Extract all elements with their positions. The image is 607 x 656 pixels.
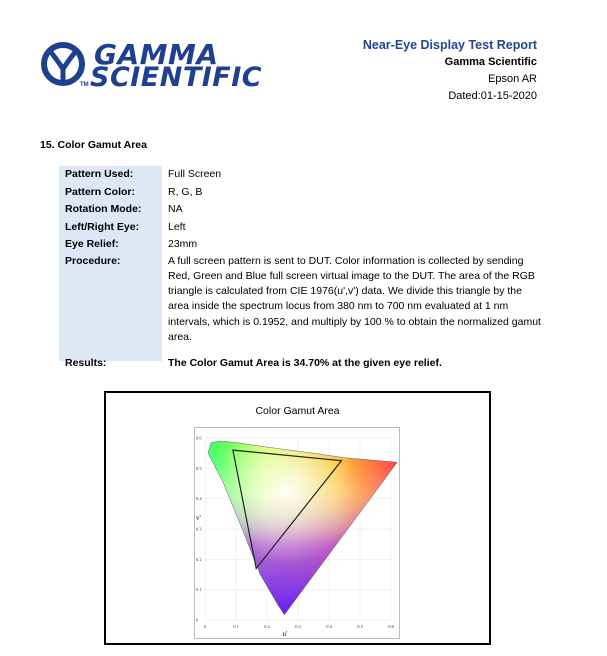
info-label: Results: [65, 357, 107, 370]
logo-word-scientific: SCIENTIFIC [90, 62, 263, 93]
x-tick-label: 0.6 [388, 624, 394, 629]
info-label: Procedure: [65, 254, 121, 267]
info-value: R, G, B [168, 185, 203, 198]
x-axis-label: u' [282, 630, 288, 638]
info-value: 23mm [168, 238, 198, 250]
info-row-pattern-used [59, 166, 545, 184]
info-row-pattern-color [59, 184, 545, 202]
info-row-rotation-mode [59, 201, 545, 219]
info-label: Pattern Used: [65, 168, 134, 180]
x-tick-label: 0.3 [295, 624, 301, 629]
y-tick-label: 0.1 [196, 587, 202, 593]
info-value: Left [168, 220, 186, 233]
x-tick-label: 0.4 [326, 624, 332, 629]
spectrum-locus-fill [195, 428, 399, 638]
gamma-scientific-logo [40, 38, 263, 93]
color-gamut-figure [104, 391, 491, 645]
gamma-logo-icon [40, 41, 86, 87]
info-row-results [59, 355, 545, 373]
y-tick-label: 0 [196, 617, 199, 623]
info-value: Full Screen [168, 168, 222, 180]
info-label: Left/Right Eye: [65, 220, 140, 233]
x-tick-label: 0.1 [233, 624, 239, 629]
company-name: Gamma Scientific [444, 56, 537, 68]
info-row-eye-relief [59, 236, 545, 254]
logo-trademark: TM [80, 82, 89, 88]
x-tick-label: 0.2 [264, 624, 270, 629]
product-name: Epson AR [488, 73, 537, 85]
results-text: The Color Gamut Area is 34.70% at the given eye relief. [168, 357, 442, 370]
report-date: Dated:01-15-2020 [448, 90, 537, 102]
info-row-procedure [59, 254, 545, 346]
y-tick-label: 0.4 [196, 496, 202, 502]
test-info-table [59, 166, 545, 373]
y-axis-label: v' [196, 513, 201, 522]
logo-word-gamma: GAMMA [94, 38, 219, 71]
cie-diagram [195, 428, 399, 638]
report-title: Near-Eye Display Test Report [362, 38, 537, 52]
info-label: Pattern Color: [65, 185, 136, 198]
y-tick-label: 0.2 [196, 556, 202, 562]
cie-plot-area [194, 427, 400, 639]
x-tick-label: 0.5 [357, 624, 363, 629]
info-label: Rotation Mode: [65, 203, 142, 215]
y-tick-label: 0.6 [196, 435, 202, 441]
info-row-eye [59, 219, 545, 237]
info-label: Eye Relief: [65, 238, 119, 250]
x-tick-label: 0 [203, 624, 207, 629]
y-tick-label: 0.5 [196, 465, 202, 471]
section-title: 15. Color Gamut Area [40, 139, 147, 151]
procedure-text: A full screen pattern is sent to DUT. Color information is collected by sending Red, Green and Blue full screen virtual image to the DUT. The area of the RGB triangle is calculated from CIE 1976(u',v') data. We divide this triangle by the area inside the spectrum locus from 380 nm to 700 nm evaluated at 1 nm intervals, which is 0.1952, and multiply by 100 % to obtain the normalized gamut area. [168, 254, 541, 343]
figure-title: Color Gamut Area [255, 405, 340, 417]
report-header [363, 36, 537, 105]
info-value: NA [168, 203, 183, 215]
y-tick-label: 0.3 [196, 526, 202, 532]
